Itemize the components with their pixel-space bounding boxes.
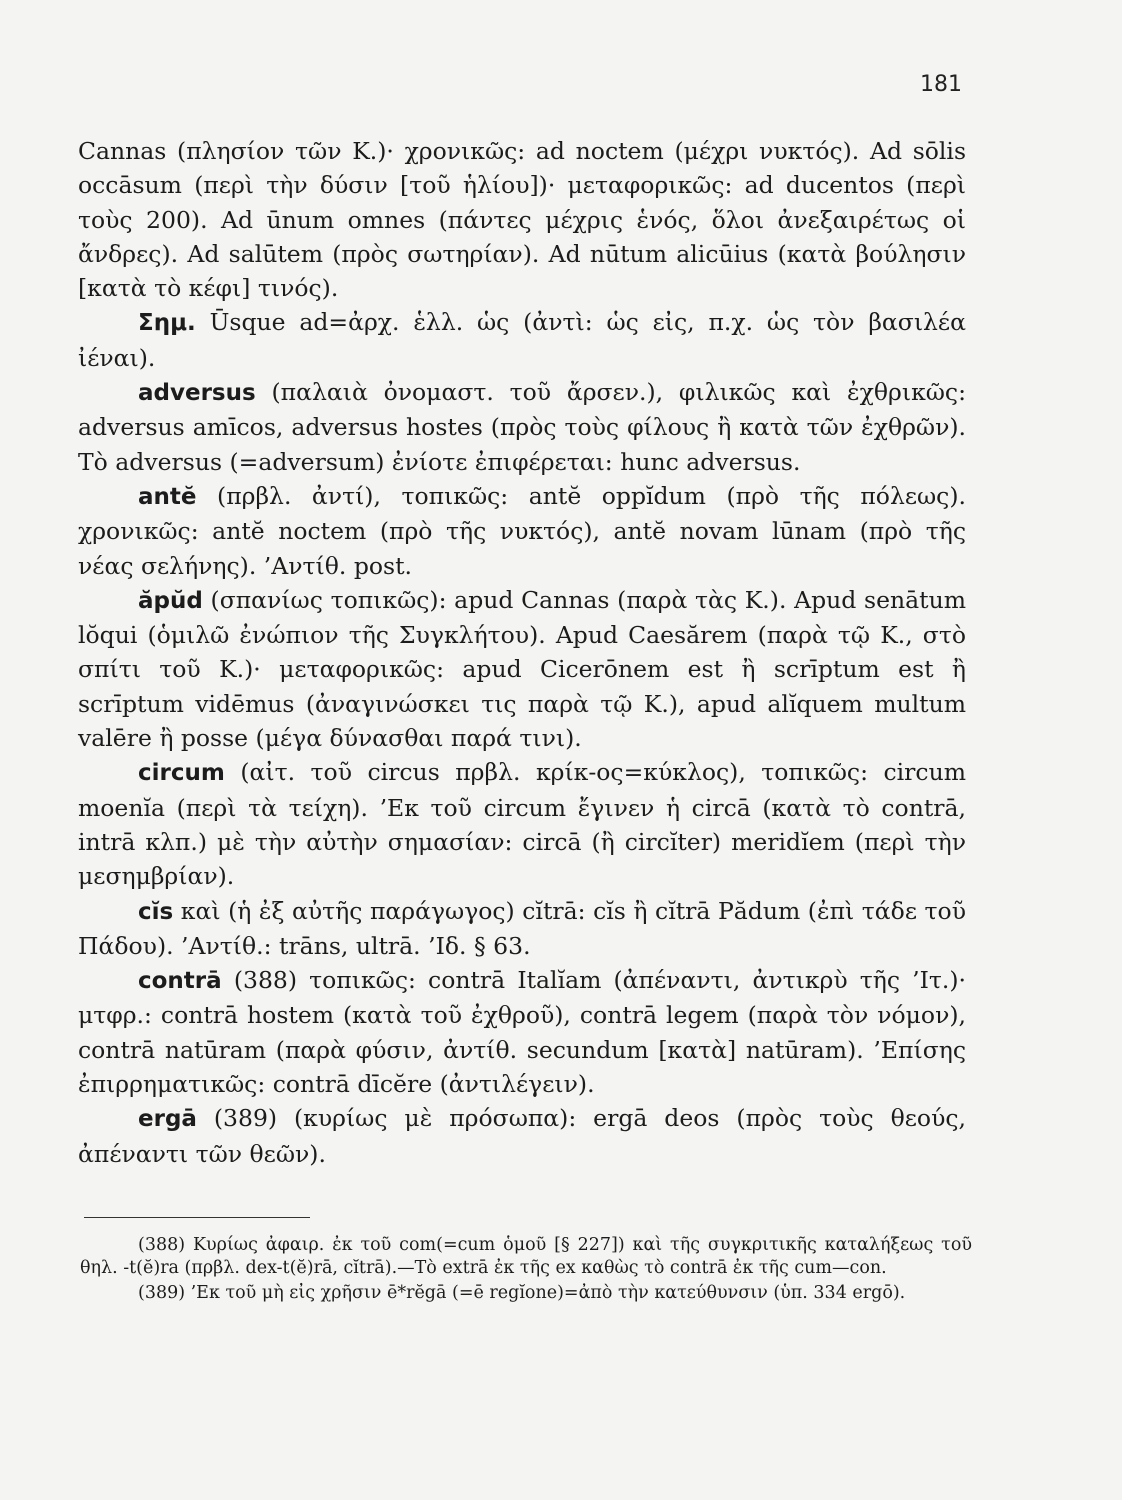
- entry-text: (388) τοπικῶς: contrā Italĭam (ἀπέναντι, ἀντικρὺ τῆς ’Ιτ.)· μτφρ.: contrā hostem (κατὰ τοῦ ἐχθροῦ), contrā legem (παρὰ τὸν νόμον), contrā natūram (παρὰ φύσιν, ἀντίθ. secundum [κατὰ] natūram). ’Επίσης ἐπιρρηματικῶς: contrā dīcĕre (ἀντιλέγειν).: [78, 966, 966, 1099]
- entry-text: (σπανίως τοπικῶς): apud Cannas (παρὰ τὰς Κ.). Apud senātum lŏqui (ὁμιλῶ ἐνώπιον τῆς Συγκλήτου). Apud Caesărem (παρὰ τῷ Κ., στὸ σπίτι τοῦ Κ.)· μεταφορικῶς: apud Cicerōnem est ἢ scrīptum est ἢ scrīptum vidēmus (ἀναγινώσκει τις παρὰ τῷ Κ.), apud alĭquem multum valēre ἢ posse (μέγα δύνασθαι παρά τινι).: [78, 585, 966, 753]
- entry-headword: cĭs: [138, 898, 174, 925]
- entry-text: (389) (κυρίως μὲ πρόσωπα): ergā deos (πρὸς τοὺς θεούς, ἀπέναντι τῶν θεῶν).: [78, 1104, 966, 1168]
- entry-headword: circum: [138, 760, 225, 787]
- entry-headword: ergā: [138, 1106, 197, 1133]
- entry-text: Ūsque ad=ἀρχ. ἑλλ. ὡς (ἀντὶ: ὡς εἰς, π.χ. ὡς τὸν βασιλέα ἰέναι).: [78, 308, 966, 372]
- footnote-389: (389) ’Εκ τοῦ μὴ εἰς χρῆσιν ē*rĕgā (=ē regĭone)=ἀπὸ τὴν κατεύθυνσιν (ὑπ. 334 ergō).: [138, 1282, 906, 1303]
- entry-note: [78, 305, 966, 375]
- entry-apud: [78, 583, 966, 755]
- entry-headword: contrā: [138, 968, 222, 995]
- footnotes: [80, 1234, 972, 1306]
- entry-text: (πρβλ. ἀντί), τοπικῶς: antĕ oppĭdum (πρὸ τῆς πόλεως). χρονικῶς: antĕ noctem (πρὸ τῆς νυκτός), antĕ novam lūnam (πρὸ τῆς νέας σελήνης). ’Αντίθ. post.: [78, 481, 966, 580]
- footnote-divider: [84, 1217, 310, 1218]
- entry-headword: Σημ.: [138, 310, 196, 337]
- entry-headword: adversus: [138, 380, 256, 407]
- entry-adversus: [78, 375, 966, 479]
- dictionary-text: [78, 134, 966, 1171]
- entry-cis: [78, 894, 966, 964]
- entry-headword: ăpŭd: [138, 587, 203, 614]
- page-number: 181: [920, 72, 962, 97]
- entry-text: Cannas (πλησίον τῶν Κ.)· χρονικῶς: ad noctem (μέχρι νυκτός). Ad sōlis occāsum (περὶ τὴν δύσιν [τοῦ ἡλίου])· μεταφορικῶς: ad ducentos (περὶ τοὺς 200). Ad ūnum omnes (πάντες μέχρις ἑνός, ὅλοι ἀνεξαιρέτως οἱ ἄνδρες). Ad salūtem (πρὸς σωτηρίαν). Ad nūtum alicūius (κατὰ βούλησιν [κατὰ τὸ κέφι] τινός).: [78, 137, 966, 303]
- entry-ad-continuation: [78, 134, 966, 305]
- entry-contra: [78, 963, 966, 1101]
- footnote-388: (388) Κυρίως ἀφαιρ. ἐκ τοῦ com(=cum ὁμοῦ [§ 227]) καὶ τῆς συγκριτικῆς καταλήξεως τοῦ θηλ. -t(ĕ)ra (πρβλ. dex-t(ĕ)rā, cĭtrā).—Τὸ extrā ἐκ τῆς ex καθὼς τὸ contrā ἐκ τῆς cum—con.: [80, 1235, 972, 1279]
- entry-erga: [78, 1101, 966, 1171]
- entry-text: καὶ (ἡ ἐξ αὐτῆς παράγωγος) cĭtrā: cĭs ἢ cĭtrā Pădum (ἐπὶ τάδε τοῦ Πάδου). ’Αντίθ.: trāns, ultrā. ’Ιδ. § 63.: [78, 896, 966, 960]
- entry-ante: [78, 479, 966, 583]
- entry-text: (παλαιὰ ὀνομαστ. τοῦ ἄρσεν.), φιλικῶς καὶ ἐχθρικῶς: adversus amīcos, adversus hostes (πρὸς τοὺς φίλους ἢ κατὰ τῶν ἐχθρῶν). Τὸ adversus (=adversum) ἐνίοτε ἐπιφέρεται: hunc adversus.: [78, 378, 966, 476]
- entry-text: (αἰτ. τοῦ circus πρβλ. κρίκ-ος=κύκλος), τοπικῶς: circum moenĭa (περὶ τὰ τείχη). ’Εκ τοῦ circum ἔγινεν ἡ circā (κατὰ τὸ contrā, intrā κλπ.) μὲ τὴν αὐτὴν σημασίαν: circā (ἢ circĭter) meridĭem (περὶ τὴν μεσημβρίαν).: [78, 758, 966, 891]
- entry-headword: antĕ: [138, 483, 197, 510]
- entry-circum: [78, 755, 966, 893]
